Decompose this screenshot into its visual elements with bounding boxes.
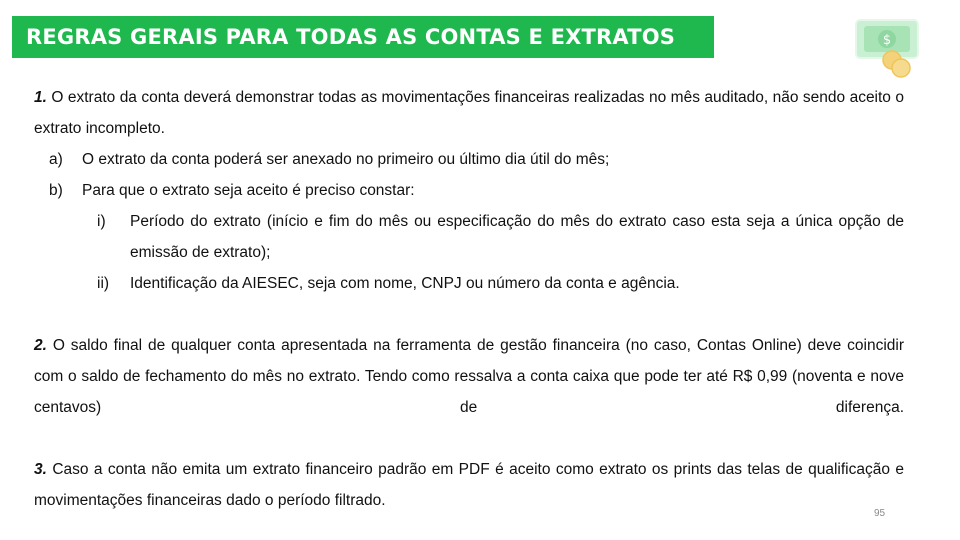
money-bill-coins-icon [852,18,922,80]
page-number: 95 [874,508,886,519]
rule-text: Caso a conta não emita um extrato financeiro padrão em PDF é aceito como extrato os prints das telas de qualificação e movimentações financeiras dado o período filtrado. [34,461,904,509]
sub-list-item [34,206,904,268]
rule-2 [34,330,904,423]
sub-list-item-text: Período do extrato (início e fim do mês ou especificação do mês do extrato caso esta seja a única opção de emissão de extrato); [130,213,904,261]
list-item-text: Para que o extrato seja aceito é preciso constar: [82,182,415,199]
sub-list-marker: ii) [97,275,110,292]
rule-number: 3. [34,461,47,478]
sub-list-item-text: Identificação da AIESEC, seja com nome, CNPJ ou número da conta e agência. [130,275,680,292]
list-item-text: O extrato da conta poderá ser anexado no primeiro ou último dia útil do mês; [82,151,610,168]
rule-3 [34,454,904,516]
svg-text:$: $ [882,33,892,48]
title-banner [12,16,714,58]
list-marker: a) [49,151,63,168]
rule-text: O extrato da conta deverá demonstrar todas as movimentações financeiras realizadas no mês auditado, não sendo aceito o extrato incompleto. [34,89,904,137]
rule-text: O saldo final de qualquer conta apresentada na ferramenta de gestão financeira (no caso, Contas Online) deve coincidir com o saldo de fechamento do mês no extrato. Tendo como ressalva a conta caixa que pode ter até R$ 0,99 (noventa e nove centavos) de diferença. [34,337,904,416]
rule-1 [34,82,904,144]
list-item [34,144,904,175]
rule-number: 1. [34,89,47,106]
sub-list-marker: i) [97,213,106,230]
list-item [34,175,904,206]
sub-list-item [34,268,904,299]
rules-content [34,82,904,516]
rule-number: 2. [34,337,47,354]
list-marker: b) [49,182,63,199]
page-title: REGRAS GERAIS PARA TODAS AS CONTAS E EXTRATOS [26,25,676,49]
